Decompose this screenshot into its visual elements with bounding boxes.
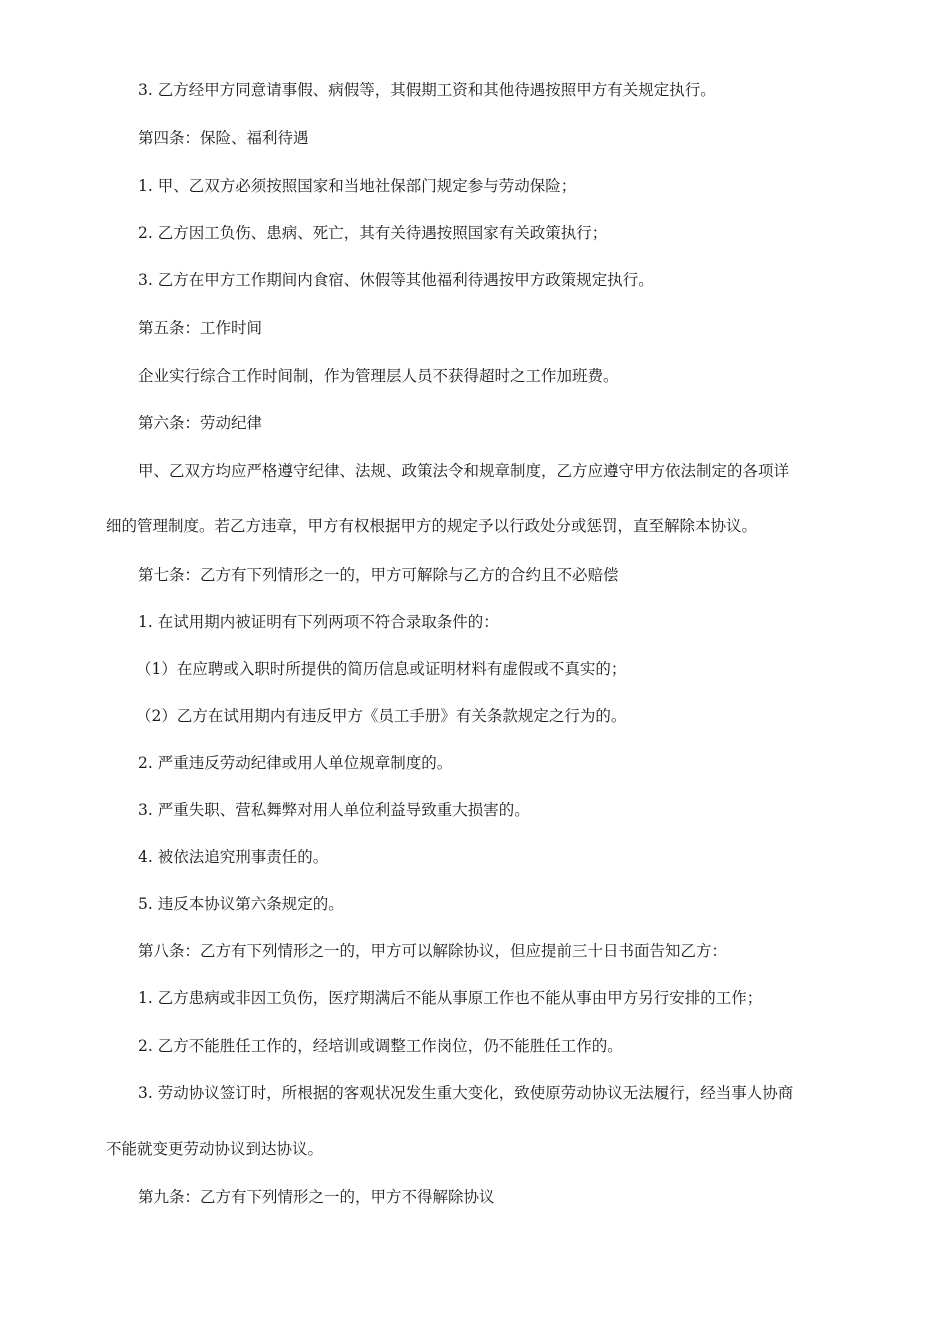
article-7-item-4: 4. 被依法追究刑事责任的。 — [138, 848, 329, 866]
article-8-item-3-line-1: 3. 劳动协议签订时，所根据的客观状况发生重大变化，致使原劳动协议无法履行，经当事人协商 — [138, 1084, 794, 1102]
article-4-item-2: 2. 乙方因工负伤、患病、死亡，其有关待遇按照国家有关政策执行； — [138, 224, 608, 242]
article-7-item-1-sub-1: （1）在应聘或入职时所提供的简历信息或证明材料有虚假或不真实的； — [136, 660, 627, 678]
paragraph-leave-pay: 3. 乙方经甲方同意请事假、病假等，其假期工资和其他待遇按照甲方有关规定执行。 — [138, 81, 716, 99]
article-7-item-5: 5. 违反本协议第六条规定的。 — [138, 895, 344, 913]
article-7-item-1: 1. 在试用期内被证明有下列两项不符合录取条件的： — [138, 613, 499, 631]
article-7-heading: 第七条：乙方有下列情形之一的，甲方可解除与乙方的合约且不必赔偿 — [138, 566, 619, 584]
article-9-heading: 第九条：乙方有下列情形之一的，甲方不得解除协议 — [138, 1188, 495, 1206]
article-7-item-1-sub-2: （2）乙方在试用期内有违反甲方《员工手册》有关条款规定之行为的。 — [136, 707, 627, 725]
article-6-text-line-2: 细的管理制度。若乙方违章，甲方有权根据甲方的规定予以行政处分或惩罚，直至解除本协议。 — [106, 517, 758, 535]
article-8-item-3-line-2: 不能就变更劳动协议到达协议。 — [106, 1140, 324, 1158]
article-8-item-2: 2. 乙方不能胜任工作的，经培训或调整工作岗位，仍不能胜任工作的。 — [138, 1037, 623, 1055]
article-7-item-2: 2. 严重违反劳动纪律或用人单位规章制度的。 — [138, 754, 453, 772]
article-6-text-line-1: 甲、乙双方均应严格遵守纪律、法规、政策法令和规章制度，乙方应遵守甲方依法制定的各项详 — [138, 462, 790, 480]
article-4-item-3: 3. 乙方在甲方工作期间内食宿、休假等其他福利待遇按甲方政策规定执行。 — [138, 271, 654, 289]
article-4-item-1: 1. 甲、乙双方必须按照国家和当地社保部门规定参与劳动保险； — [138, 177, 577, 195]
article-6-heading: 第六条：劳动纪律 — [138, 414, 263, 432]
article-7-item-3: 3. 严重失职、营私舞弊对用人单位利益导致重大损害的。 — [138, 801, 530, 819]
article-4-heading: 第四条：保险、福利待遇 — [138, 129, 309, 147]
article-5-heading: 第五条：工作时间 — [138, 319, 263, 337]
article-8-item-1: 1. 乙方患病或非因工负伤，医疗期满后不能从事原工作也不能从事由甲方另行安排的工作； — [138, 989, 763, 1007]
article-8-heading: 第八条：乙方有下列情形之一的，甲方可以解除协议，但应提前三十日书面告知乙方： — [138, 942, 728, 960]
article-5-text: 企业实行综合工作时间制，作为管理层人员不获得超时之工作加班费。 — [138, 367, 619, 385]
